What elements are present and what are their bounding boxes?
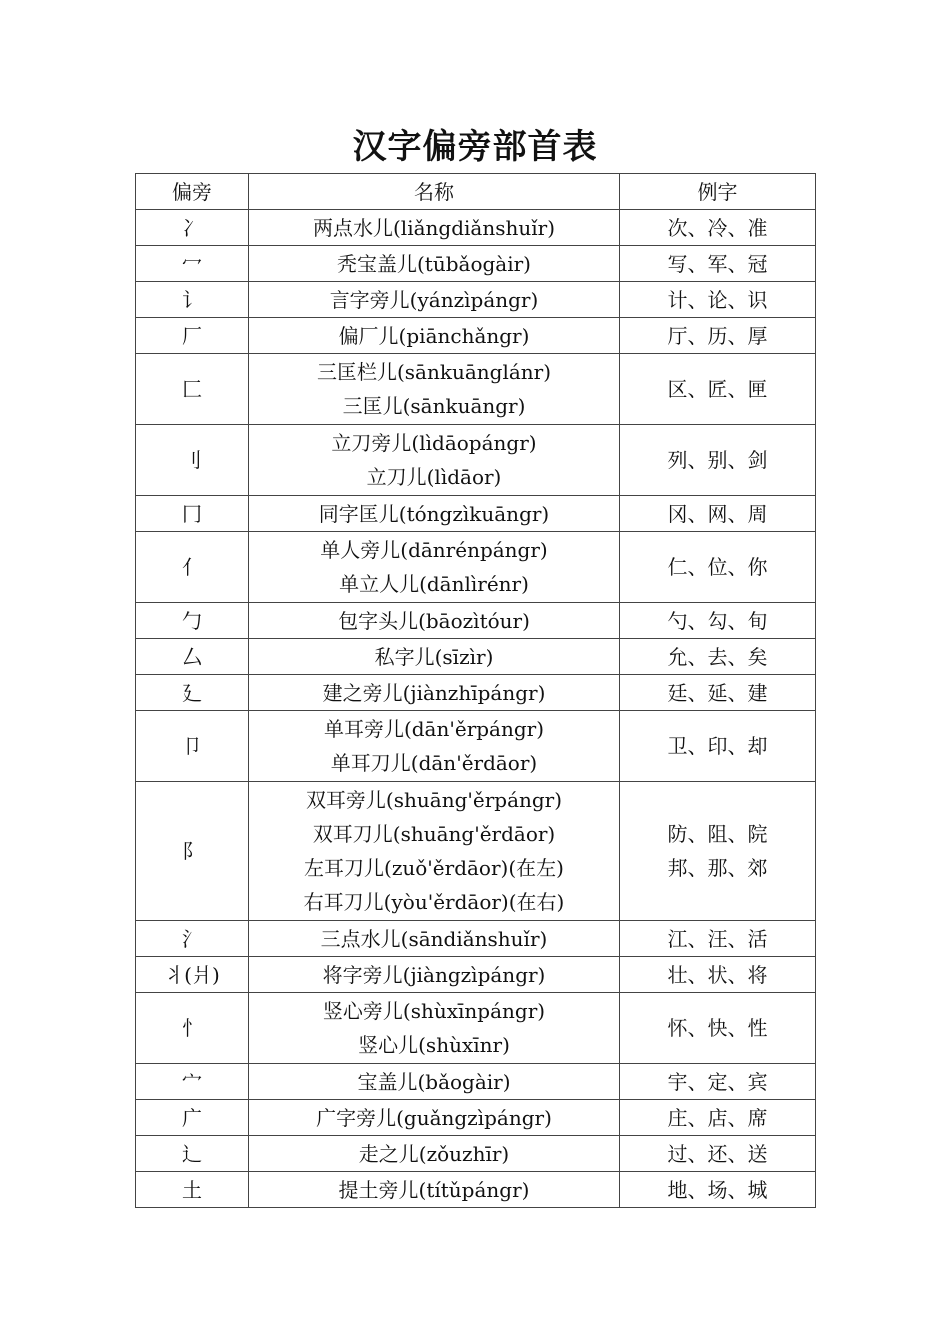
radical-name: 秃宝盖儿(tūbǎogàir) xyxy=(337,251,531,276)
radical-name: 竖心儿(shùxīnr) xyxy=(358,1033,510,1057)
name-cell xyxy=(249,1172,620,1208)
name-cell xyxy=(249,496,620,532)
examples-cell xyxy=(620,210,816,246)
table-row xyxy=(136,1136,816,1172)
radical-name: 将字旁儿(jiàngzìpángr) xyxy=(322,962,546,987)
radical-name: 三匡儿(sānkuāngr) xyxy=(342,394,526,418)
radical-cell: 土 xyxy=(136,1172,249,1208)
example-characters: 过、还、送 xyxy=(667,1141,768,1166)
radical-cell: 氵 xyxy=(136,921,249,957)
radical-name: 右耳刀儿(yòu'ěrdāor)(在右) xyxy=(303,890,565,914)
example-characters: 宇、定、宾 xyxy=(667,1069,768,1094)
example-characters: 勺、勾、旬 xyxy=(667,608,768,633)
examples-cell xyxy=(620,1136,816,1172)
examples-cell xyxy=(620,425,816,496)
examples-cell xyxy=(620,1100,816,1136)
name-cell xyxy=(249,354,620,425)
table-row xyxy=(136,425,816,496)
name-cell xyxy=(249,246,620,282)
radical-cell: 匚 xyxy=(136,354,249,425)
radical-name: 左耳刀儿(zuǒ'ěrdāor)(在左) xyxy=(304,856,564,880)
radical-cell: 辶 xyxy=(136,1136,249,1172)
radical-cell: 刂 xyxy=(136,425,249,496)
name-cell xyxy=(249,993,620,1064)
example-characters: 冈、网、周 xyxy=(667,501,768,526)
example-characters: 地、场、城 xyxy=(667,1177,768,1202)
table-row xyxy=(136,782,816,921)
radical-name: 单耳刀儿(dān'ěrdāor) xyxy=(330,751,538,775)
table-row xyxy=(136,1172,816,1208)
radical-name: 宝盖儿(bǎogàir) xyxy=(357,1069,511,1094)
examples-cell xyxy=(620,957,816,993)
example-characters: 壮、状、将 xyxy=(667,962,768,987)
radical-cell: 阝 xyxy=(136,782,249,921)
radical-name: 单人旁儿(dānrénpángr) xyxy=(320,538,548,562)
page-title: 汉字偏旁部首表 xyxy=(352,127,598,167)
name-cell xyxy=(249,603,620,639)
name-cell xyxy=(249,675,620,711)
name-cell xyxy=(249,711,620,782)
table-row xyxy=(136,246,816,282)
table-row xyxy=(136,354,816,425)
table-row xyxy=(136,711,816,782)
radical-name: 双耳旁儿(shuāng'ěrpángr) xyxy=(305,788,563,812)
example-characters: 怀、快、性 xyxy=(667,1016,768,1040)
radical-name: 私字儿(sīzìr) xyxy=(374,644,494,669)
name-cell xyxy=(249,639,620,675)
name-cell xyxy=(249,425,620,496)
examples-cell xyxy=(620,1172,816,1208)
example-characters: 廷、延、建 xyxy=(667,680,768,705)
example-characters: 计、论、识 xyxy=(667,287,768,312)
examples-cell xyxy=(620,532,816,603)
examples-cell xyxy=(620,282,816,318)
radical-cell: 卩 xyxy=(136,711,249,782)
examples-cell xyxy=(620,354,816,425)
examples-cell xyxy=(620,782,816,921)
example-characters: 江、汪、活 xyxy=(667,926,768,951)
example-characters: 允、去、矣 xyxy=(667,644,768,669)
table-row xyxy=(136,318,816,354)
radical-cell: 丬(爿) xyxy=(136,957,249,993)
examples-cell xyxy=(620,603,816,639)
radical-cell: 厶 xyxy=(136,639,249,675)
name-cell xyxy=(249,282,620,318)
radical-cell: 宀 xyxy=(136,1064,249,1100)
table-row xyxy=(136,993,816,1064)
name-cell xyxy=(249,210,620,246)
examples-cell xyxy=(620,993,816,1064)
example-characters: 防、阻、院 xyxy=(667,822,768,846)
radical-name: 走之儿(zǒuzhīr) xyxy=(358,1141,510,1166)
example-characters: 厅、历、厚 xyxy=(667,323,768,348)
radical-cell: 厂 xyxy=(136,318,249,354)
example-characters: 邦、那、郊 xyxy=(667,856,768,880)
name-cell xyxy=(249,1136,620,1172)
name-cell xyxy=(249,921,620,957)
radical-cell: 广 xyxy=(136,1100,249,1136)
example-characters: 仁、位、你 xyxy=(667,555,768,579)
examples-cell xyxy=(620,639,816,675)
radical-name: 包字头儿(bāozìtóur) xyxy=(338,608,530,633)
table-row xyxy=(136,210,816,246)
examples-cell xyxy=(620,246,816,282)
radical-name: 广字旁儿(guǎngzìpángr) xyxy=(316,1105,552,1130)
radical-cell: 冫 xyxy=(136,210,249,246)
example-characters: 庄、店、席 xyxy=(667,1105,768,1130)
table-row xyxy=(136,496,816,532)
table-row xyxy=(136,675,816,711)
name-cell xyxy=(249,1064,620,1100)
example-characters: 写、军、冠 xyxy=(667,251,768,276)
header-name: 名称 xyxy=(249,174,620,210)
radical-name: 建之旁儿(jiànzhīpángr) xyxy=(322,680,546,705)
example-characters: 次、冷、准 xyxy=(667,215,768,240)
name-cell xyxy=(249,782,620,921)
header-examples: 例字 xyxy=(620,174,816,210)
examples-cell xyxy=(620,496,816,532)
radical-name: 双耳刀儿(shuāng'ěrdāor) xyxy=(312,822,556,846)
radical-name: 两点水儿(liǎngdiǎnshuǐr) xyxy=(313,215,555,240)
radical-cell: 冂 xyxy=(136,496,249,532)
radical-name: 提土旁儿(títǔpángr) xyxy=(338,1177,530,1202)
radical-name: 同字匡儿(tóngzìkuāngr) xyxy=(318,501,550,526)
radical-name: 三点水儿(sāndiǎnshuǐr) xyxy=(320,926,548,951)
name-cell xyxy=(249,957,620,993)
examples-cell xyxy=(620,921,816,957)
table-row xyxy=(136,957,816,993)
table-row xyxy=(136,603,816,639)
table-row xyxy=(136,1100,816,1136)
table-row xyxy=(136,282,816,318)
table-row xyxy=(136,532,816,603)
examples-cell xyxy=(620,1064,816,1100)
radical-cell: 亻 xyxy=(136,532,249,603)
radical-cell: 讠 xyxy=(136,282,249,318)
radical-cell: 冖 xyxy=(136,246,249,282)
example-characters: 区、匠、匣 xyxy=(667,377,768,401)
radical-name: 单立人儿(dānlìrénr) xyxy=(339,572,529,596)
radical-cell: 勹 xyxy=(136,603,249,639)
examples-cell xyxy=(620,675,816,711)
table-row xyxy=(136,639,816,675)
name-cell xyxy=(249,532,620,603)
radical-name: 偏厂儿(piānchǎngr) xyxy=(338,323,530,348)
table-header-row xyxy=(136,174,816,210)
table-row xyxy=(136,1064,816,1100)
name-cell xyxy=(249,1100,620,1136)
header-radical: 偏旁 xyxy=(136,174,249,210)
example-characters: 卫、印、却 xyxy=(667,734,768,758)
table-body xyxy=(136,210,816,1208)
examples-cell xyxy=(620,711,816,782)
example-characters: 列、别、剑 xyxy=(667,448,768,472)
radical-name: 立刀儿(lìdāor) xyxy=(366,465,502,489)
radicals-table xyxy=(135,173,816,1208)
table-row xyxy=(136,921,816,957)
radical-cell: 廴 xyxy=(136,675,249,711)
radical-cell: 忄 xyxy=(136,993,249,1064)
radical-name: 竖心旁儿(shùxīnpángr) xyxy=(322,999,546,1023)
name-cell xyxy=(249,318,620,354)
examples-cell xyxy=(620,318,816,354)
radical-name: 立刀旁儿(lìdāopángr) xyxy=(331,431,537,455)
radical-name: 单耳旁儿(dān'ěrpángr) xyxy=(323,717,545,741)
radical-name: 三匡栏儿(sānkuānglánr) xyxy=(316,360,552,384)
radical-name: 言字旁儿(yánzìpángr) xyxy=(329,287,539,312)
